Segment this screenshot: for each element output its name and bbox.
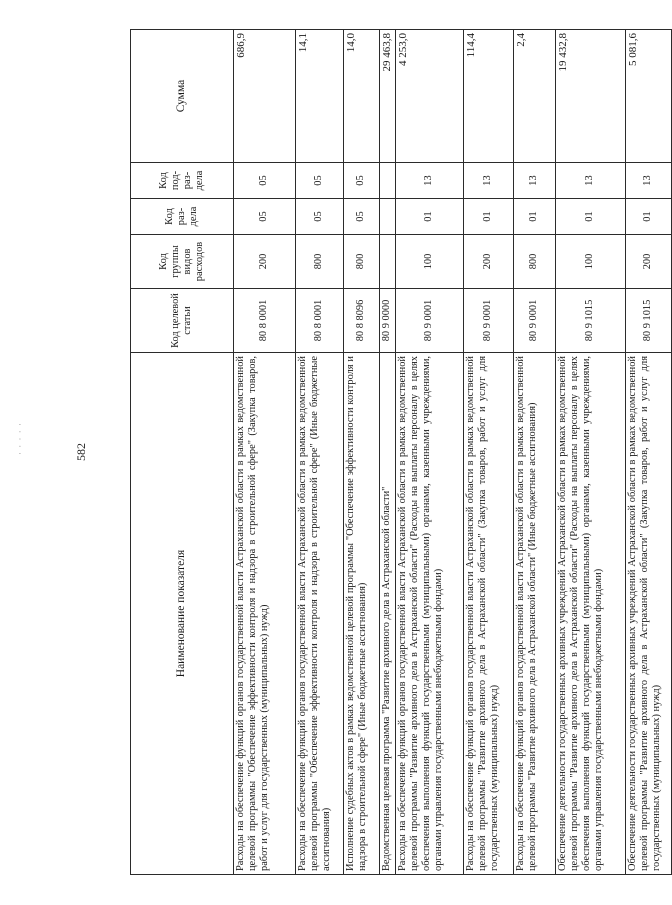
row-pr: 13 bbox=[626, 163, 672, 199]
row-pr: 13 bbox=[514, 163, 556, 199]
row-vr: 200 bbox=[234, 235, 296, 289]
row-csr: 80 8 0001 bbox=[234, 289, 296, 353]
row-name: Ведомственная целевая программа "Развитие архивного дела в Астраханской области" bbox=[380, 353, 396, 875]
row-sum: 686,9 bbox=[234, 30, 296, 163]
budget-table bbox=[130, 29, 672, 875]
row-sum: 14,1 bbox=[296, 30, 344, 163]
row-name: Обеспечение деятельности государственных архивных учреждений Астраханской области в рамках ведомственной целевой программы "Развитие архивного дела в Астраханской области" (Закупка товаров, работ и услуг для государственных (муниципальных) нужд) bbox=[626, 353, 672, 875]
row-pr: 13 bbox=[396, 163, 464, 199]
row-name: Обеспечение деятельности государственных архивных учреждений Астраханской области в рамках ведомственной целевой программы "Развитие архивного дела в Астраханской области" (Расходы на выплаты персоналу в целях обеспечения выполнения функций государственными (муниципальными) органами, казенными учреждениями, органами управления государственными внебюджетными фондами) bbox=[556, 353, 626, 875]
row-vr: 100 bbox=[396, 235, 464, 289]
row-csr: 80 9 0001 bbox=[396, 289, 464, 353]
row-pr: 13 bbox=[464, 163, 514, 199]
row-rz: 05 bbox=[234, 199, 296, 235]
row-pr: 05 bbox=[344, 163, 380, 199]
rotated-table-sheet bbox=[130, 30, 663, 875]
row-vr: 800 bbox=[296, 235, 344, 289]
row-vr: 800 bbox=[514, 235, 556, 289]
row-vr: 200 bbox=[626, 235, 672, 289]
row-name: Исполнение судебных актов в рамках ведомственной целевой программы "Обеспечение эффективности контроля и надзора в строительной сфере" (Иные бюджетные ассигнования) bbox=[344, 353, 380, 875]
row-rz: 01 bbox=[514, 199, 556, 235]
row-sum: 4 253,0 bbox=[396, 30, 464, 163]
row-csr: 80 8 0001 bbox=[296, 289, 344, 353]
row-vr: 100 bbox=[556, 235, 626, 289]
row-rz: 01 bbox=[626, 199, 672, 235]
row-name: Расходы на обеспечение функций органов государственной власти Астраханской области в рамках ведомственной целевой программы "Обеспечение эффективности контроля и надзора в строительной сфере" (Иные бюджетные ассигнования) bbox=[296, 353, 344, 875]
row-vr: 800 bbox=[344, 235, 380, 289]
row-csr: 80 9 0000 bbox=[380, 289, 396, 353]
row-pr bbox=[380, 163, 396, 199]
table-row bbox=[556, 30, 626, 875]
table-row bbox=[344, 30, 380, 875]
row-name: Расходы на обеспечение функций органов государственной власти Астраханской области в рамках ведомственной целевой программы "Развитие архивного дела в Астраханской области" (Иные бюджетные ассигнования) bbox=[514, 353, 556, 875]
row-csr: 80 8 8096 bbox=[344, 289, 380, 353]
row-pr: 05 bbox=[234, 163, 296, 199]
table-row bbox=[626, 30, 672, 875]
row-name: Расходы на обеспечение функций органов государственной власти Астраханской области в рамках ведомственной целевой программы "Обеспечение эффективности контроля и надзора в строительной сфере" (Закупка товаров, работ и услуг для государственных (муниципальных) нужд) bbox=[234, 353, 296, 875]
table-row bbox=[234, 30, 296, 875]
header-name: Наименование показателя bbox=[131, 353, 234, 875]
header-rz: Код раз-дела bbox=[131, 199, 234, 235]
row-name: Расходы на обеспечение функций органов государственной власти Астраханской области в рамках ведомственной целевой программы "Развитие архивного дела в Астраханской области" (Закупка товаров, работ и услуг для государственных (муниципальных) нужд) bbox=[464, 353, 514, 875]
row-pr: 13 bbox=[556, 163, 626, 199]
margin-marks: · · · · · bbox=[15, 422, 25, 455]
row-pr: 05 bbox=[296, 163, 344, 199]
row-sum: 19 432,8 bbox=[556, 30, 626, 163]
table-row bbox=[464, 30, 514, 875]
row-sum: 114,4 bbox=[464, 30, 514, 163]
row-csr: 80 9 0001 bbox=[464, 289, 514, 353]
row-csr: 80 9 1015 bbox=[626, 289, 672, 353]
row-sum: 29 463,8 bbox=[380, 30, 396, 163]
row-sum: 2,4 bbox=[514, 30, 556, 163]
row-rz: 01 bbox=[464, 199, 514, 235]
table-header-row bbox=[131, 30, 234, 875]
header-pr: Код под-раз-дела bbox=[131, 163, 234, 199]
table-row bbox=[396, 30, 464, 875]
row-rz: 01 bbox=[396, 199, 464, 235]
row-rz: 05 bbox=[344, 199, 380, 235]
header-sum: Сумма bbox=[131, 30, 234, 163]
row-rz bbox=[380, 199, 396, 235]
table-rotator bbox=[130, 30, 663, 875]
row-csr: 80 9 1015 bbox=[556, 289, 626, 353]
row-sum: 14,0 bbox=[344, 30, 380, 163]
table-row bbox=[380, 30, 396, 875]
row-name: Расходы на обеспечение функций органов государственной власти Астраханской области в рамках ведомственной целевой программы "Развитие архивного дела в Астраханской области" (Расходы на выплаты персоналу в целях обеспечения выполнения функций государственными (муниципальными) органами, казенными учреждениями, органами управления государственными внебюджетными фондами) bbox=[396, 353, 464, 875]
row-rz: 01 bbox=[556, 199, 626, 235]
row-csr: 80 9 0001 bbox=[514, 289, 556, 353]
header-csr: Код целевой статьи bbox=[131, 289, 234, 353]
row-vr: 200 bbox=[464, 235, 514, 289]
row-rz: 05 bbox=[296, 199, 344, 235]
header-vr: Код группы видов расходов bbox=[131, 235, 234, 289]
row-vr bbox=[380, 235, 396, 289]
table-row bbox=[296, 30, 344, 875]
page-number: 582 bbox=[74, 443, 88, 461]
row-sum: 5 081,6 bbox=[626, 30, 672, 163]
table-row bbox=[514, 30, 556, 875]
